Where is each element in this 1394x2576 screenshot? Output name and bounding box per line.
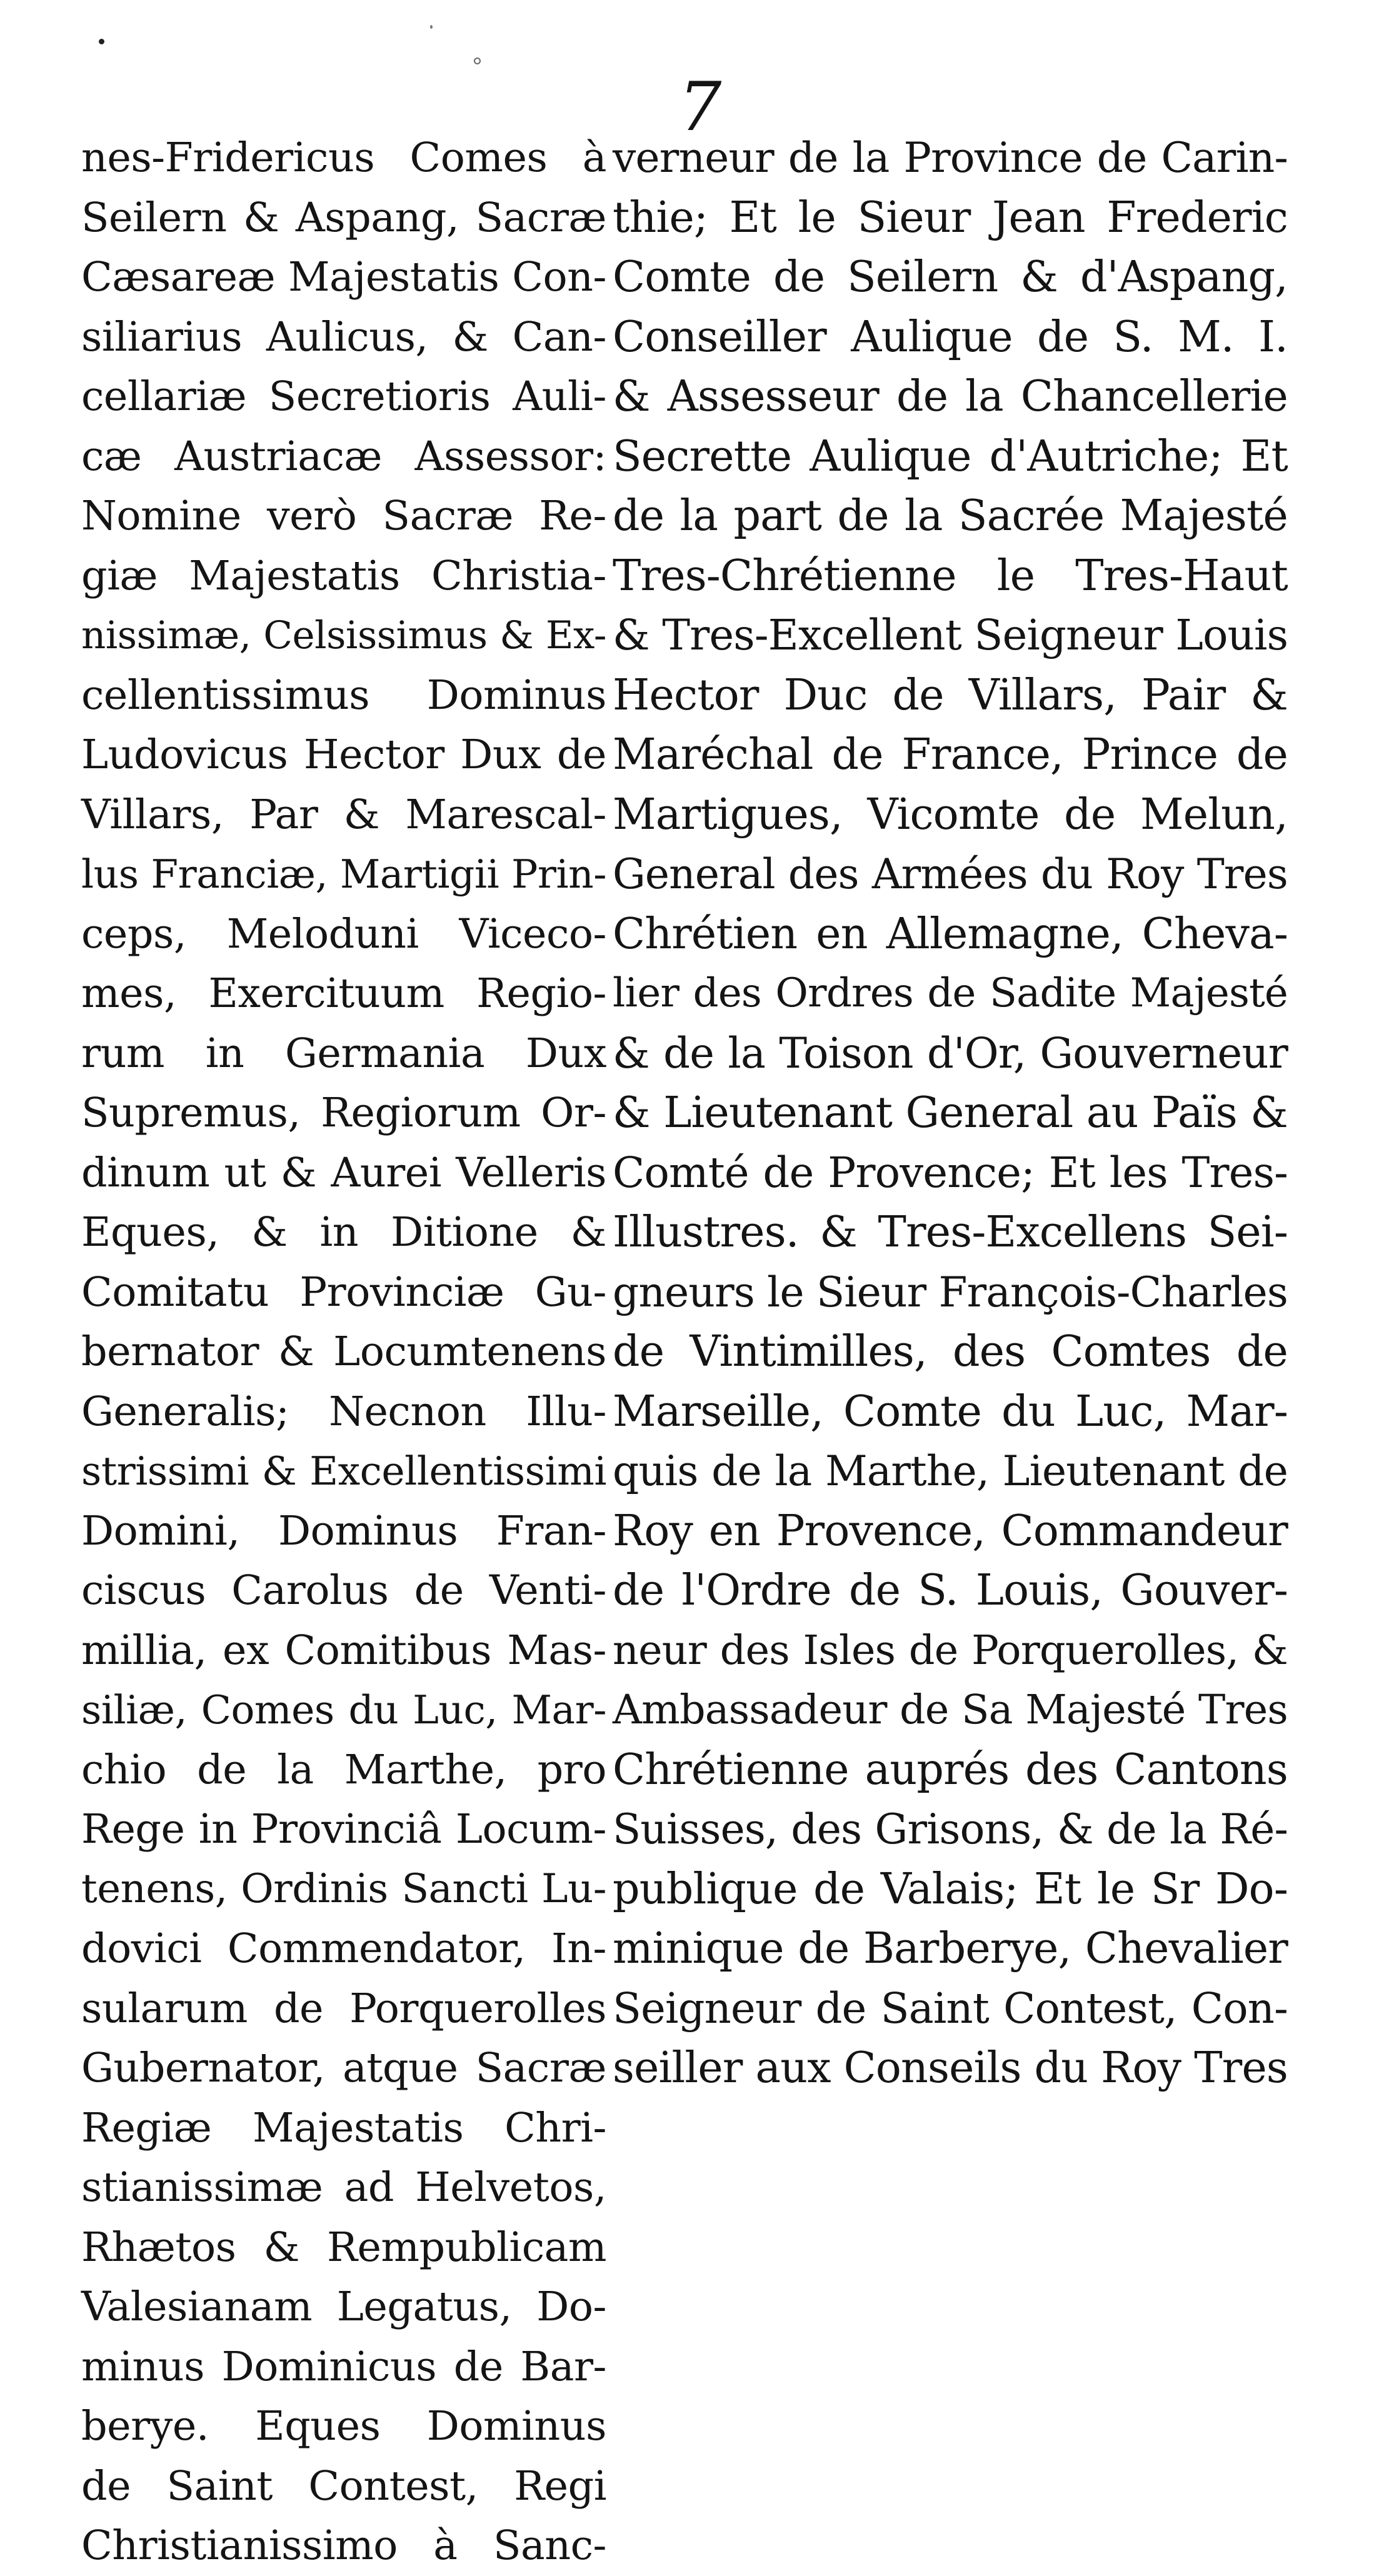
text-line: berye. Eques Dominus [81, 2403, 606, 2450]
text-line: cæ Austriacæ Assessor: [81, 433, 606, 480]
text-line: Secrette Aulique d'Autriche; Et [613, 431, 1288, 481]
text-line: Roy en Provence, Commandeur [613, 1506, 1288, 1556]
text-line: rum in Germania Dux [81, 1030, 606, 1077]
text-line: Cæsareæ Majestatis Con- [81, 254, 606, 301]
text-line: Ambassadeur de Sa Majesté Tres [613, 1686, 1288, 1733]
text-line: Tres-Chrétienne le Tres-Haut [613, 551, 1288, 601]
text-line: Comte de Seilern & d'Aspang, [613, 253, 1288, 302]
text-line: Supremus, Regiorum Or- [81, 1090, 606, 1136]
text-line: chio de la Marthe, pro [81, 1746, 606, 1793]
text-line: lier des Ordres de Sadite Majesté [613, 970, 1288, 1016]
latin-text-column [81, 128, 606, 2576]
text-line: minique de Barberye, Chevalier [613, 1924, 1288, 1973]
text-line: verneur de la Province de Carin- [613, 134, 1288, 182]
text-line: Illustres. & Tres-Excellens Sei- [613, 1208, 1288, 1257]
text-line: quis de la Marthe, Lieutenant de [613, 1447, 1288, 1495]
text-line: Ludovicus Hector Dux de [81, 731, 606, 778]
text-line: Rege in Provinciâ Locum- [81, 1806, 606, 1853]
text-line: strissimi & Excellentissimi [81, 1448, 606, 1494]
text-line: dovici Commendator, In- [81, 1925, 606, 1972]
text-line: Gubernator, atque Sacræ [81, 2045, 606, 2092]
text-line: lus Franciæ, Martigii Prin- [81, 851, 606, 897]
text-line: giæ Majestatis Christia- [81, 552, 606, 599]
text-line: de Vintimilles, des Comtes de [613, 1327, 1288, 1376]
text-line: Villars, Par & Marescal- [81, 791, 606, 838]
text-line: neur des Isles de Porquerolles, & [613, 1626, 1288, 1674]
text-line: Maréchal de France, Prince de [613, 730, 1288, 779]
text-line: Domini, Dominus Fran- [81, 1507, 606, 1555]
text-line: Valesianam Legatus, Do- [81, 2283, 606, 2330]
text-line: Martigues, Vicomte de Melun, [613, 789, 1288, 839]
text-line: de l'Ordre de S. Louis, Gouver- [613, 1566, 1288, 1615]
text-line: Eques, & in Ditione & [81, 1209, 606, 1256]
text-line: Regiæ Majestatis Chri- [81, 2104, 606, 2152]
text-line: gneurs le Sieur François-Charles [613, 1268, 1288, 1316]
ink-speck [99, 39, 104, 44]
text-line: & Assesseur de la Chancellerie [613, 372, 1288, 421]
text-line: cellariæ Secretioris Auli- [81, 373, 606, 420]
text-line: dinum ut & Aurei Velleris [81, 1149, 606, 1196]
text-line: sularum de Porquerolles [81, 1985, 606, 2032]
text-line: Chrétienne auprés des Cantons [613, 1745, 1288, 1795]
text-line: Marseille, Comte du Luc, Mar- [613, 1386, 1288, 1436]
text-line: stianissimæ ad Helvetos, [81, 2164, 606, 2211]
text-line: de la part de la Sacrée Majesté [613, 491, 1288, 541]
text-line: Chrétien en Allemagne, Cheva- [613, 909, 1288, 959]
text-line: Generalis; Necnon Illu- [81, 1388, 606, 1435]
text-line: cellentissimus Dominus [81, 671, 606, 719]
text-line: bernator & Locumtenens [81, 1328, 606, 1375]
text-line: ciscus Carolus de Venti- [81, 1567, 606, 1614]
text-line: Seilern & Aspang, Sacræ [81, 194, 606, 241]
text-line: Nomine verò Sacræ Re- [81, 493, 606, 539]
text-line: Comitatu Provinciæ Gu- [81, 1268, 606, 1316]
text-line: & Lieutenant General au Païs & [613, 1088, 1288, 1138]
ink-speck [474, 58, 481, 64]
text-line: Rhætos & Rempublicam [81, 2223, 606, 2271]
text-line: Christianissimo à Sanc- [81, 2522, 606, 2569]
text-line: Conseiller Aulique de S. M. I. [613, 312, 1288, 362]
text-line: nissimæ, Celsissimus & Ex- [81, 613, 606, 658]
text-line: nes-Fridericus Comes à [81, 134, 606, 181]
text-line: seiller aux Conseils du Roy Tres [613, 2043, 1288, 2093]
text-line: & de la Toison d'Or, Gouverneur [613, 1028, 1288, 1078]
text-line: mes, Exercituum Regio- [81, 970, 606, 1017]
text-line: General des Armées du Roy Tres [613, 850, 1288, 898]
page-number: 7 [678, 68, 722, 146]
text-line: tenens, Ordinis Sancti Lu- [81, 1865, 606, 1912]
text-line: Suisses, des Grisons, & de la Ré- [613, 1805, 1288, 1853]
text-line: ceps, Meloduni Viceco- [81, 910, 606, 958]
text-line: minus Dominicus de Bar- [81, 2343, 606, 2390]
text-line: publique de Valais; Et le Sr Do- [613, 1864, 1288, 1914]
text-line: Seigneur de Saint Contest, Con- [613, 1983, 1288, 2033]
text-line: Comté de Provence; Et les Tres- [613, 1148, 1288, 1197]
text-line: & Tres-Excellent Seigneur Louis [613, 611, 1288, 659]
text-line: thie; Et le Sieur Jean Frederic [613, 193, 1288, 243]
text-line: Hector Duc de Villars, Pair & [613, 670, 1288, 720]
french-text-column [613, 128, 1288, 2098]
text-line: millia, ex Comitibus Mas- [81, 1626, 606, 1674]
text-line: siliæ, Comes du Luc, Mar- [81, 1687, 606, 1733]
text-line: de Saint Contest, Regi [81, 2462, 606, 2510]
text-line: siliarius Aulicus, & Can- [81, 313, 606, 361]
ink-speck [430, 25, 433, 29]
